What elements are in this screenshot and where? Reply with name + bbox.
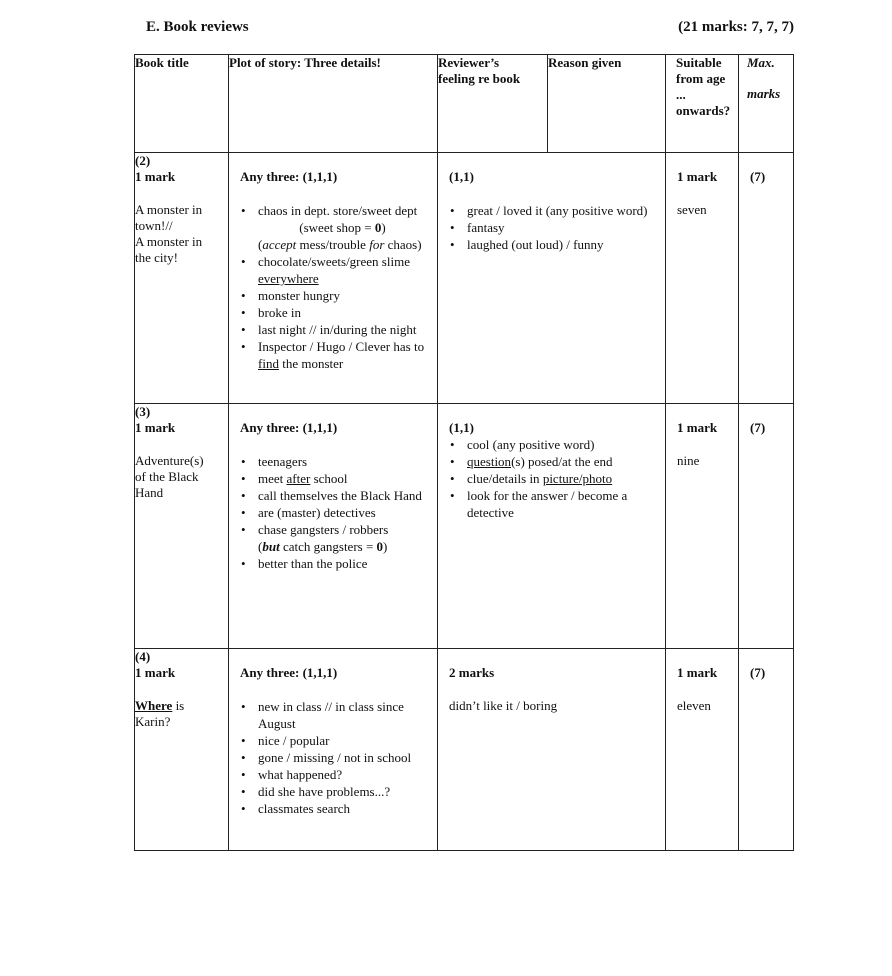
- age-mark: 1 mark: [677, 665, 718, 680]
- list-item: • are (master) detectives: [240, 504, 437, 521]
- list-item-text: meet: [258, 471, 287, 486]
- feeling-text: didn’t like it / boring: [449, 698, 558, 713]
- list-item: • monster hungry: [240, 287, 437, 304]
- question-number: (2): [135, 153, 151, 168]
- title-mark: 1 mark: [135, 169, 176, 184]
- age-mark: 1 mark: [677, 420, 718, 435]
- title-mark: 1 mark: [135, 665, 176, 680]
- list-item-text: after: [286, 471, 311, 486]
- list-item: [449, 453, 663, 470]
- feeling-cell: [438, 153, 666, 404]
- plot-cell: [229, 649, 438, 851]
- feeling-cell: [438, 649, 666, 851]
- book-title-line: [135, 698, 228, 714]
- list-item-text: detective: [467, 505, 514, 520]
- feeling-heading: (1,1): [449, 420, 474, 435]
- list-item: • gone / missing / not in school: [240, 749, 437, 766]
- feeling-list: [449, 202, 663, 253]
- book-title-line: Karin?: [135, 714, 171, 729]
- age-value: seven: [677, 202, 707, 217]
- list-item: • laughed (out loud) / funny: [449, 236, 663, 253]
- list-item: • last night // in/during the night: [240, 321, 437, 338]
- book-title-cell: [135, 404, 229, 649]
- list-item: [240, 338, 437, 372]
- col-age-line4: onwards?: [676, 103, 731, 118]
- list-item-text: the monster: [278, 356, 344, 371]
- list-item-text: (: [258, 237, 263, 252]
- list-item-text: [258, 219, 437, 236]
- max-marks: (7): [750, 420, 766, 435]
- list-item: • broke in: [240, 304, 437, 321]
- accept-text: accept: [262, 237, 297, 252]
- list-item-text: ): [383, 539, 388, 554]
- title-mark: 1 mark: [135, 420, 176, 435]
- list-item: • nice / popular: [240, 732, 437, 749]
- col-age-line3: ...: [676, 87, 686, 102]
- table-row: [135, 649, 794, 851]
- book-title-line: of the Black: [135, 469, 199, 484]
- list-item: [240, 470, 437, 487]
- feeling-heading: 2 marks: [449, 665, 495, 680]
- list-item-text: • new in class // in class since: [258, 699, 404, 714]
- zero-value: 0: [376, 539, 384, 554]
- age-cell: [666, 649, 739, 851]
- max-cell: [739, 649, 794, 851]
- max-marks: (7): [750, 169, 766, 184]
- col-max: [739, 55, 794, 153]
- feeling-heading: (1,1): [449, 169, 474, 184]
- list-item-text: • chocolate/sweets/green slime: [258, 254, 410, 269]
- list-item-text: (: [258, 539, 263, 554]
- plot-heading: Any three: (1,1,1): [240, 169, 338, 184]
- feeling-list: [449, 436, 663, 521]
- list-item-text: catch gangsters =: [279, 539, 377, 554]
- section-title: E. Book reviews: [146, 19, 249, 35]
- list-item: [240, 521, 437, 555]
- age-cell: [666, 404, 739, 649]
- list-item-text: • chaos in dept. store/sweet dept: [258, 203, 418, 218]
- book-title-line: town!//: [135, 218, 173, 233]
- plot-list: [240, 202, 437, 372]
- list-item: • what happened?: [240, 766, 437, 783]
- book-title-line: Adventure(s): [135, 453, 204, 468]
- book-title-cell: [135, 153, 229, 404]
- for-text: for: [369, 237, 385, 252]
- book-title-line: the city!: [135, 250, 178, 265]
- max-cell: [739, 153, 794, 404]
- col-age-line1: Suitable: [676, 55, 722, 70]
- col-reason: Reason given: [548, 55, 666, 153]
- table-row: [135, 404, 794, 649]
- list-item: • great / loved it (any positive word): [449, 202, 663, 219]
- list-item-text: • look for the answer / become a: [467, 488, 628, 503]
- col-feeling: [438, 55, 548, 153]
- list-item: [449, 487, 663, 521]
- plot-heading: Any three: (1,1,1): [240, 420, 338, 435]
- section-marks: (21 marks: 7, 7, 7): [678, 19, 794, 35]
- list-item-text: • Inspector / Hugo / Clever has to: [258, 339, 425, 354]
- max-cell: [739, 404, 794, 649]
- age-mark: 1 mark: [677, 169, 718, 184]
- list-item-text: • chase gangsters / robbers: [258, 522, 389, 537]
- list-item: • cool (any positive word): [449, 436, 663, 453]
- col-age-line2: from age: [676, 71, 726, 86]
- book-title-line: A monster in: [135, 234, 203, 249]
- col-feeling-line1: Reviewer’s: [438, 55, 500, 70]
- table-row: [135, 153, 794, 404]
- plot-heading: Any three: (1,1,1): [240, 665, 338, 680]
- header-row: [135, 55, 794, 153]
- plot-list: [240, 698, 437, 817]
- list-item-text: chaos): [384, 237, 422, 252]
- book-title-text: is: [172, 698, 185, 713]
- col-plot: Plot of story: Three details!: [229, 55, 438, 153]
- list-item: • fantasy: [449, 219, 663, 236]
- list-item-text: picture/photo: [542, 471, 613, 486]
- list-item-text: [258, 538, 437, 555]
- where-text: Where: [135, 698, 173, 713]
- list-item: [449, 470, 663, 487]
- list-item-text: [258, 355, 437, 372]
- plot-cell: [229, 404, 438, 649]
- book-title-line: Hand: [135, 485, 164, 500]
- list-item-text: question: [467, 454, 512, 469]
- book-title-cell: [135, 649, 229, 851]
- max-marks: (7): [750, 665, 766, 680]
- but-text: but: [262, 539, 280, 554]
- list-item-text: find: [258, 356, 279, 371]
- list-item: [240, 202, 437, 253]
- age-value: eleven: [677, 698, 711, 713]
- zero-value: 0: [374, 220, 382, 235]
- question-number: (4): [135, 649, 151, 664]
- list-item-text: school: [310, 471, 348, 486]
- col-max-line2: marks: [747, 86, 781, 101]
- plot-list: [240, 453, 437, 572]
- list-item: • teenagers: [240, 453, 437, 470]
- age-value: nine: [677, 453, 700, 468]
- col-book-title: Book title: [135, 55, 229, 153]
- col-age: [666, 55, 739, 153]
- marking-table: [134, 54, 794, 851]
- list-item-text: mess/trouble: [296, 237, 370, 252]
- list-item-text: ): [381, 220, 386, 235]
- list-item: • better than the police: [240, 555, 437, 572]
- list-item-text: (sweet shop =: [299, 220, 375, 235]
- list-item-text: [258, 236, 437, 253]
- plot-cell: [229, 153, 438, 404]
- list-item: • did she have problems...?: [240, 783, 437, 800]
- list-item-text: August: [258, 716, 296, 731]
- list-item-text: clue/details in: [467, 471, 543, 486]
- list-item-text: everywhere: [258, 271, 319, 286]
- book-title-line: A monster in: [135, 202, 203, 217]
- list-item-text: (s) posed/at the end: [511, 454, 613, 469]
- question-number: (3): [135, 404, 151, 419]
- age-cell: [666, 153, 739, 404]
- col-feeling-line2: feeling re book: [438, 71, 521, 86]
- list-item: [240, 253, 437, 287]
- list-item: • call themselves the Black Hand: [240, 487, 437, 504]
- col-max-line1: Max.: [747, 55, 775, 70]
- list-item: [240, 698, 437, 732]
- list-item: • classmates search: [240, 800, 437, 817]
- feeling-cell: [438, 404, 666, 649]
